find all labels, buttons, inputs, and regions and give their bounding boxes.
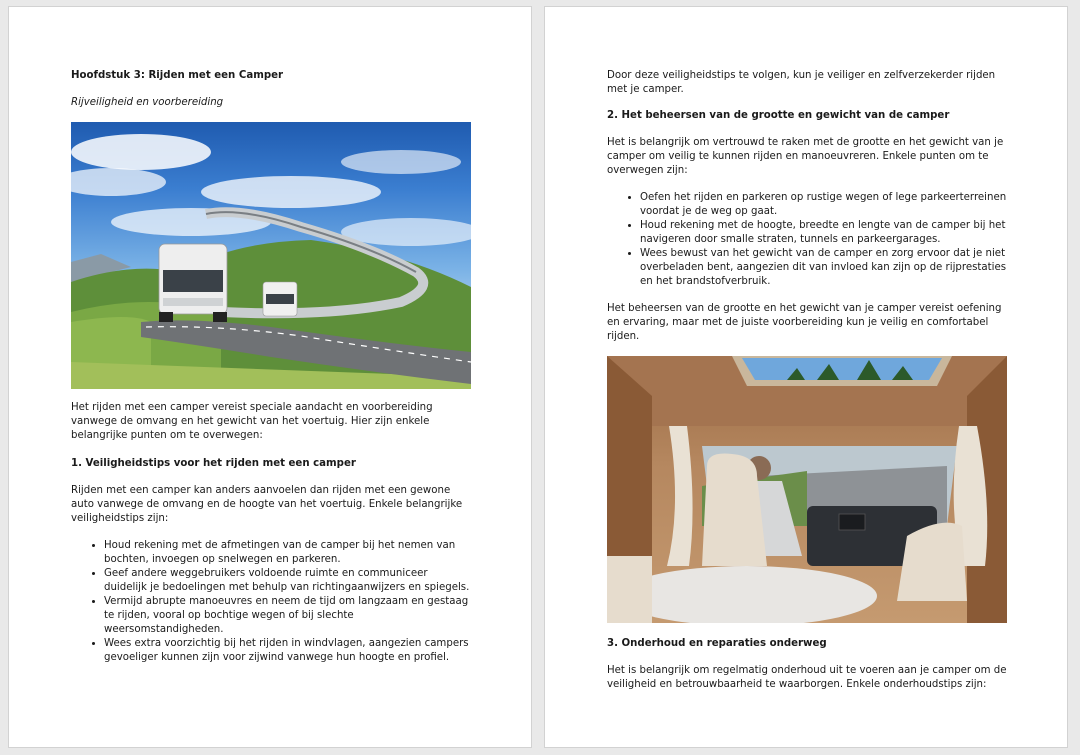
list-item: • Geef andere weggebruikers voldoende ruimte en communiceer duidelijk je bedoelingen met behulp van richtingaanwijzers en spiegels. <box>104 567 473 595</box>
list-item: • Houd rekening met de hoogte, breedte en lengte van de camper bij het navigeren door smalle straten, tunnels en parkeergarages. <box>640 219 1009 247</box>
section2-heading: 2. Het beheersen van de grootte en gewicht van de camper <box>607 110 950 121</box>
intro-paragraph: Het rijden met een camper vereist speciale aandacht en voorbereiding vanwege de omvang en het gewicht van het voertuig. Hier zijn enkele belangrijke punten om te overwegen: <box>71 402 433 441</box>
document-page-left <box>8 6 532 748</box>
list-item: • Oefen het rijden en parkeren op rustige wegen of lege parkeerterreinen voordat je de weg op gaat. <box>640 191 1009 219</box>
chapter-title: Hoofdstuk 3: Rijden met een Camper <box>71 70 284 81</box>
section3-paragraph: Het is belangrijk om regelmatig onderhoud uit te voeren aan je camper om de veiligheid en betrouwbaarheid te waarborgen. Enkele onderhoudstips zijn: <box>607 665 1007 690</box>
camper-road-photo <box>71 122 471 389</box>
page-content <box>71 69 473 665</box>
list-item: • Vermijd abrupte manoeuvres en neem de tijd om langzaam en gestaag te rijden, vooral op bochtige wegen of bij slechte weersomstandigheden. <box>104 595 473 637</box>
section2-bullet-list <box>607 191 1009 289</box>
camper-interior-photo <box>607 356 1007 623</box>
section2-closing-paragraph: Het beheersen van de grootte en het gewicht van je camper vereist oefening en ervaring, maar met de juiste voorbereiding kun je veilig en comfortabel rijden. <box>607 303 1002 342</box>
list-item: • Houd rekening met de afmetingen van de camper bij het nemen van bochten, invoegen op snelwegen en parkeren. <box>104 539 473 567</box>
list-item: • Wees extra voorzichtig bij het rijden in windvlagen, aangezien campers gevoeliger kunnen zijn voor zijwind vanwege hun hoogte en profiel. <box>104 637 473 665</box>
document-page-right <box>544 6 1068 748</box>
section1-bullet-list <box>71 539 473 665</box>
section2-paragraph: Het is belangrijk om vertrouwd te raken met de grootte en het gewicht van je camper om veilig te kunnen rijden en manoeuvreren. Enkele punten om te overwegen zijn: <box>607 137 1004 176</box>
section1-closing-paragraph: Door deze veiligheidstips te volgen, kun je veiliger en zelfverzekerder rijden met je camper. <box>607 70 996 95</box>
section3-heading: 3. Onderhoud en reparaties onderweg <box>607 638 827 649</box>
chapter-subtitle: Rijveiligheid en voorbereiding <box>71 97 224 108</box>
section1-heading: 1. Veiligheidstips voor het rijden met een camper <box>71 458 356 469</box>
section1-paragraph: Rijden met een camper kan anders aanvoelen dan rijden met een gewone auto vanwege de omvang en de hoogte van het voertuig. Enkele belangrijke veiligheidstips zijn: <box>71 485 463 524</box>
page-content <box>607 69 1009 692</box>
list-item: • Wees bewust van het gewicht van de camper en zorg ervoor dat je niet overbeladen bent, aangezien dit van invloed kan zijn op de rijprestaties en het brandstofverbruik. <box>640 247 1009 289</box>
